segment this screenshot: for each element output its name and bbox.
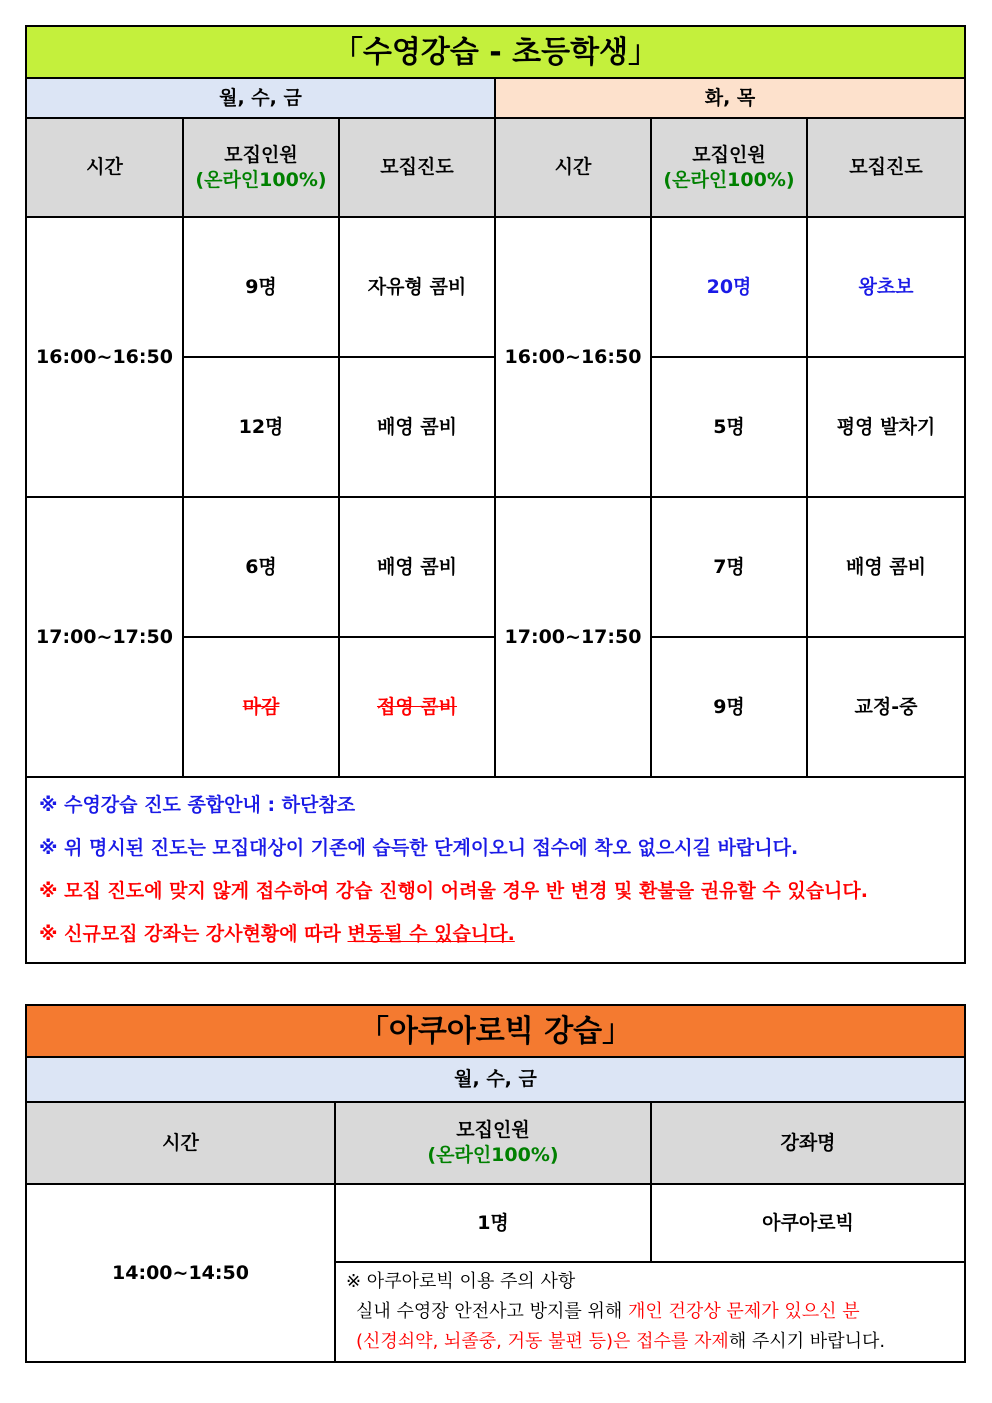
header-recruit-left — [183, 118, 339, 217]
recruit-count: 5명 — [651, 357, 807, 497]
header-recruit-label: 모집인원 — [224, 143, 298, 166]
aqua-caution-title: ※ 아쿠아로빅 이용 주의 사항 — [346, 1271, 576, 1292]
header-time-right: 시간 — [495, 118, 651, 217]
time-slot-left-1: 16:00~16:50 — [26, 217, 183, 497]
header-time-left: 시간 — [26, 118, 183, 217]
class-level: 배영 콤비 — [339, 357, 495, 497]
aqua-days: 월, 수, 금 — [26, 1057, 965, 1102]
time-slot-right-2: 17:00~17:50 — [495, 497, 651, 777]
aqua-caution-text: 실내 수영장 안전사고 방지를 위해 — [356, 1301, 629, 1322]
aqua-caution-highlight: (신경쇠약, 뇌졸중, 거동 불편 등)은 접수를 자제 — [356, 1331, 729, 1352]
aqua-header-recruit — [335, 1102, 651, 1184]
time-slot-right-1: 16:00~16:50 — [495, 217, 651, 497]
swim-days-tt: 화, 목 — [495, 78, 965, 118]
header-recruit-sub: (온라인100%) — [195, 168, 327, 191]
class-level: 왕초보 — [807, 217, 965, 357]
notes-box — [26, 777, 965, 963]
swim-title: 「수영강습 - 초등학생」 — [26, 26, 965, 78]
class-level-closed: 접영 콤비 — [339, 637, 495, 777]
note-new-class-text: ※ 신규모집 강좌는 강사현황에 따라 — [39, 923, 348, 945]
header-level-right: 모집진도 — [807, 118, 965, 217]
recruit-count: 7명 — [651, 497, 807, 637]
note-progress-guide: ※ 수영강습 진도 종합안내 : 하단참조 — [39, 794, 356, 816]
class-level: 배영 콤비 — [339, 497, 495, 637]
aqua-recruit-count: 1명 — [335, 1184, 651, 1262]
aqua-title: 「아쿠아로빅 강습」 — [26, 1005, 965, 1057]
recruit-count: 12명 — [183, 357, 339, 497]
aqua-time: 14:00~14:50 — [26, 1184, 335, 1362]
recruit-count-closed: 마감 — [183, 637, 339, 777]
note-new-class — [39, 913, 952, 956]
swim-days-mwf: 월, 수, 금 — [26, 78, 495, 118]
aqua-caution-line3 — [346, 1327, 954, 1357]
aqua-caution-highlight: 개인 건강상 문제가 있으신 분 — [628, 1301, 860, 1322]
aqua-header-course: 강좌명 — [651, 1102, 965, 1184]
time-slot-left-2: 17:00~17:50 — [26, 497, 183, 777]
note-level-mismatch: ※ 모집 진도에 맞지 않게 접수하여 강습 진행이 어려울 경우 반 변경 및 환불을 권유할 수 있습니다. — [39, 880, 868, 902]
aqua-course-name: 아쿠아로빅 — [651, 1184, 965, 1262]
note-new-class-underlined: 변동될 수 있습니다. — [347, 923, 515, 945]
recruit-count: 9명 — [183, 217, 339, 357]
header-recruit-sub: (온라인100%) — [663, 168, 795, 191]
recruit-count: 20명 — [651, 217, 807, 357]
header-recruit-right — [651, 118, 807, 217]
header-recruit-label: 모집인원 — [692, 143, 766, 166]
class-level: 자유형 콤비 — [339, 217, 495, 357]
class-level: 배영 콤비 — [807, 497, 965, 637]
header-level-left: 모집진도 — [339, 118, 495, 217]
aqua-header-recruit-sub: (온라인100%) — [427, 1144, 559, 1166]
aqua-caution-text: 해 주시기 바랍니다. — [728, 1331, 886, 1352]
note-level-definition: ※ 위 명시된 진도는 모집대상이 기존에 습득한 단계이오니 접수에 착오 없으시길 바랍니다. — [39, 837, 799, 859]
aqua-header-recruit-label: 모집인원 — [456, 1119, 530, 1142]
swim-schedule-table — [25, 25, 966, 964]
class-level: 교정-중 — [807, 637, 965, 777]
aqua-header-time: 시간 — [26, 1102, 335, 1184]
class-level: 평영 발차기 — [807, 357, 965, 497]
aqua-schedule-table — [25, 1004, 966, 1363]
recruit-count: 9명 — [651, 637, 807, 777]
aqua-caution-line2 — [346, 1297, 954, 1327]
aqua-caution-box — [335, 1262, 965, 1362]
recruit-count: 6명 — [183, 497, 339, 637]
